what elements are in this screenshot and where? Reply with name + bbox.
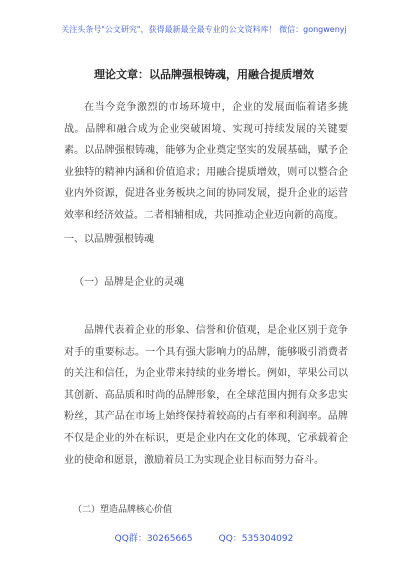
footer-qq: QQ：535304092 xyxy=(218,534,294,544)
document-title: 理论文章：以品牌强根铸魂，用融合提质增效 xyxy=(94,68,314,81)
intro-paragraph: 在当今竞争激烈的市场环境中，企业的发展面临着诸多挑战。品牌和融合成为企业突破困境、实现可持续发展的关键要素。以品牌强根铸魂，能够为企业奠定坚实的发展基础，赋予企业独特的精神内涵和价值追求；用融合提质增效，则可以整合企业内外资源，促进各业务板块之间的协同发展，提升企业的运营效率和经济效益。二者相辅相成，共同推动企业迈向新的高度。 xyxy=(64,102,348,221)
footer-contact xyxy=(0,531,408,544)
header-note: 关注头条号"公文研究"，获得最新最全最专业的公文资料库！ 微信：gongwenyj xyxy=(61,25,347,34)
footer-qq-group: QQ群：30265665 xyxy=(114,534,193,544)
subsection-paragraph: 品牌代表着企业的形象、信誉和价值观，是企业区别于竞争对手的重要标志。一个具有强大影响力的品牌，能够吸引消费者的关注和信任，为企业带来持续的业务增长。例如，苹果公司以其创新、高品质和时尚的品牌形象，在全球范围内拥有众多忠实粉丝，其产品在市场上始终保持着较高的占有率和利润率。品牌不仅是企业的外在标识，更是企业内在文化的体现，它承载着企业的使命和愿景，激励着员工为实现企业目标而努力奋斗。 xyxy=(64,325,348,466)
subsection-heading: （一）品牌是企业的灵魂 xyxy=(74,277,184,288)
section-heading: 一、以品牌强根铸魂 xyxy=(64,234,154,245)
subsection-heading-2: （二）塑造品牌核心价值 xyxy=(73,505,173,515)
